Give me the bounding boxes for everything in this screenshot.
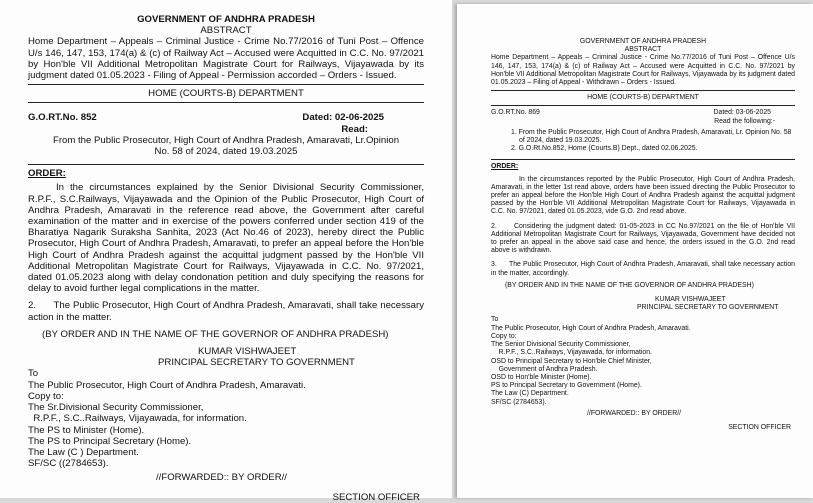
- abstract-text: Home Department – Appeals – Criminal Justice - Crime No.77/2016 of Tuni Post – Offence U/s 146, 147, 153, 174(a) & (c) of Railway Act – Accused were Acquitted in C.C. No. 97/2021 by Hon'ble VII Additional Metropolitan Magistrate Court for Railways, Vijayawada by its judgment dated 01.05.2023 – Filing of Appeal - Withdrawn – Orders - Issued.: [491, 54, 795, 87]
- copy-line: The Senior Divisional Security Commissioner,: [491, 341, 631, 349]
- copy-line: The PS to Minister (Home).: [28, 424, 145, 436]
- order-paragraph-2: 2. Considering the judgment dated: 01-05-2023 in CC No.97/2021 on the file of Hon'ble VII Additional Metropolitan Magistrate Court for Railways, Vijayawada, Government have decided not to prefer an appeal in the above said case and hence, the orders issued in the G.O. 2nd read above is withdrawn.: [491, 222, 797, 255]
- copy-to-label: Copy to:: [28, 390, 64, 402]
- go-number-row: [491, 109, 795, 117]
- go-date: Dated: 03-06-2025: [713, 109, 771, 117]
- copy-line: SF/SC (2784653).: [491, 398, 547, 406]
- forwarded-line: //FORWARDED:: BY ORDER//: [587, 409, 682, 417]
- signatory-name: KUMAR VISHWAJEET: [655, 296, 726, 304]
- copy-line: The Law (C ) Department.: [28, 446, 139, 458]
- abstract-label: ABSTRACT: [200, 25, 252, 37]
- copy-line: Government of Andhra Pradesh.: [491, 365, 598, 373]
- copy-line: OSD to Principal Secretary to Hon'ble Chief Minister,: [491, 357, 652, 365]
- order-paragraph-2: 2. The Public Prosecutor, High Court of Andhra Pradesh, Amaravati, shall take necessary action in the matter.: [28, 300, 427, 323]
- copy-line: R.P.F., S.C..Railways, Vijayawada, for information.: [491, 349, 652, 357]
- divider: [28, 102, 424, 103]
- order-paragraph-1: In the circumstances explained by the Senior Divisional Security Commissioner, R.P.F., S.C.Railways, Vijayawada and the Opinion of the Public Prosecutor, High Court of Andhra Pradesh, Amaravati in the reference read above, the Government after careful examination of the matter and in exercise of the powers conferred under section 419 of the Bharatiya Nagarik Suraksha Sanhita, 2023 (Act No.46 of 2023), hereby direct the Public Prosecutor, High Court of Andhra Pradesh, Amaravati, to prefer an appeal before the Hon'ble High Court of Andhra Pradesh against the acquittal judgment passed by the Hon'ble VII Additional Metropolitan Magistrate Court for Railways, Vijayawada in C.C. No. 97/2021, dated 01.05.2023 along with delay condonation petition and duly specifying the reasons for delay to avoid further legal complications in the matter.: [28, 182, 424, 295]
- section-officer: SECTION OFFICER: [332, 491, 420, 503]
- divider: [491, 105, 795, 106]
- read-label: Read the following:-: [714, 117, 775, 125]
- copy-line: PS to Principal Secretary to Government (Home).: [491, 382, 642, 390]
- copy-line: The Sr.Divisional Security Commissioner,: [28, 402, 204, 414]
- read-label: Read:: [341, 123, 368, 135]
- copy-line: The Law (C) Department.: [491, 390, 569, 398]
- to-recipient: The Public Prosecutor, High Court of Andhra Pradesh, Amaravati.: [491, 324, 691, 332]
- abstract-text: Home Department – Appeals – Criminal Justice - Crime No.77/2016 of Tuni Post – Offence U/s 146, 147, 153, 174(a) & (c) of Railway Act – Accused were Acquitted in C.C. No. 97/2021 by Hon'ble VII Additional Metropolitan Magistrate Court for Railways, Vijayawada by its judgment dated 01.05.2023 - Filing of Appeal - Permission accorded – Orders - Issued.: [28, 36, 424, 82]
- copy-line: The PS to Principal Secretary (Home).: [28, 435, 192, 447]
- to-label: To: [491, 316, 499, 324]
- signatory-name: KUMAR VISHWAJEET: [198, 346, 297, 358]
- section-officer: SECTION OFFICER: [728, 423, 791, 431]
- signatory-title: PRINCIPAL SECRETARY TO GOVERNMENT: [637, 304, 779, 312]
- gov-title: GOVERNMENT OF ANDHRA PRADESH: [579, 38, 707, 45]
- divider: [28, 164, 424, 165]
- divider: [28, 84, 424, 85]
- read-item: 1. From the Public Prosecutor, High Court of Andhra Pradesh, Amaravati, Lr. Opinion No. 58 of 2024, dated 19.03.2025.: [511, 128, 792, 145]
- read-reference: From the Public Prosecutor, High Court of Andhra Pradesh, Amaravati, Lr.Opinion No. 58 of 2024, dated 19.03.2025: [52, 134, 400, 158]
- department-heading: HOME (COURTS-B) DEPARTMENT: [587, 94, 699, 102]
- copy-to-label: Copy to:: [491, 332, 517, 340]
- divider: [491, 159, 795, 160]
- go-date: Dated: 02-06-2025: [302, 112, 384, 124]
- order-paragraph-3: 3. The Public Prosecutor, High Court of Andhra Pradesh, Amaravati, shall take necessary action in the matter, accordingly.: [491, 261, 797, 277]
- divider: [491, 90, 795, 91]
- go-number-row: [28, 112, 424, 123]
- order-label: ORDER:: [28, 168, 66, 180]
- copy-line: OSD to Hon'ble Minister (Home).: [491, 373, 592, 381]
- by-order-line: (BY ORDER AND IN THE NAME OF THE GOVERNOR OF ANDHRA PRADESH): [42, 328, 389, 340]
- copy-line: SF/SC ((2784653).: [28, 458, 109, 470]
- signatory-title: PRINCIPAL SECRETARY TO GOVERNMENT: [158, 357, 355, 369]
- forwarded-line: //FORWARDED:: BY ORDER//: [156, 472, 287, 484]
- to-recipient: The Public Prosecutor, High Court of Andhra Pradesh, Amaravati.: [28, 379, 306, 391]
- by-order-line: (BY ORDER AND IN THE NAME OF THE GOVERNOR OF ANDHRA PRADESH): [505, 281, 754, 289]
- go-number: G.O.RT.No. 869: [491, 109, 540, 117]
- abstract-label: ABSTRACT: [624, 46, 662, 54]
- document-page-right: [457, 4, 813, 498]
- order-label: ORDER:: [491, 163, 519, 171]
- read-item: 2. G.O.Rt.No.852, Home (Courts.B) Dept., dated 02.06.2025.: [511, 145, 698, 153]
- gov-title: GOVERNMENT OF ANDHRA PRADESH: [137, 14, 315, 25]
- order-paragraph-1: In the circumstances reported by the Public Prosecutor, High Court of Andhra Pradesh, Amaravati, in the letter 1st read above, orders have been issued directing the Public Prosecutor to prefer an appeal before the Hon'ble High Court of Andhra Pradesh against the acquittal judgment passed by the Hon'ble VII Additional Metropolitan Magistrate Court for Railways, Vijayawada in C.C. No. 97/2021, dated 01.05.2023, vide G.O. 2nd read above.: [491, 175, 795, 216]
- department-heading: HOME (COURTS-B) DEPARTMENT: [148, 88, 304, 100]
- copy-line: R.P.F., S.C..Railways, Vijayawada, for information.: [28, 413, 247, 425]
- go-number: G.O.RT.No. 852: [28, 112, 97, 124]
- to-label: To: [28, 368, 39, 380]
